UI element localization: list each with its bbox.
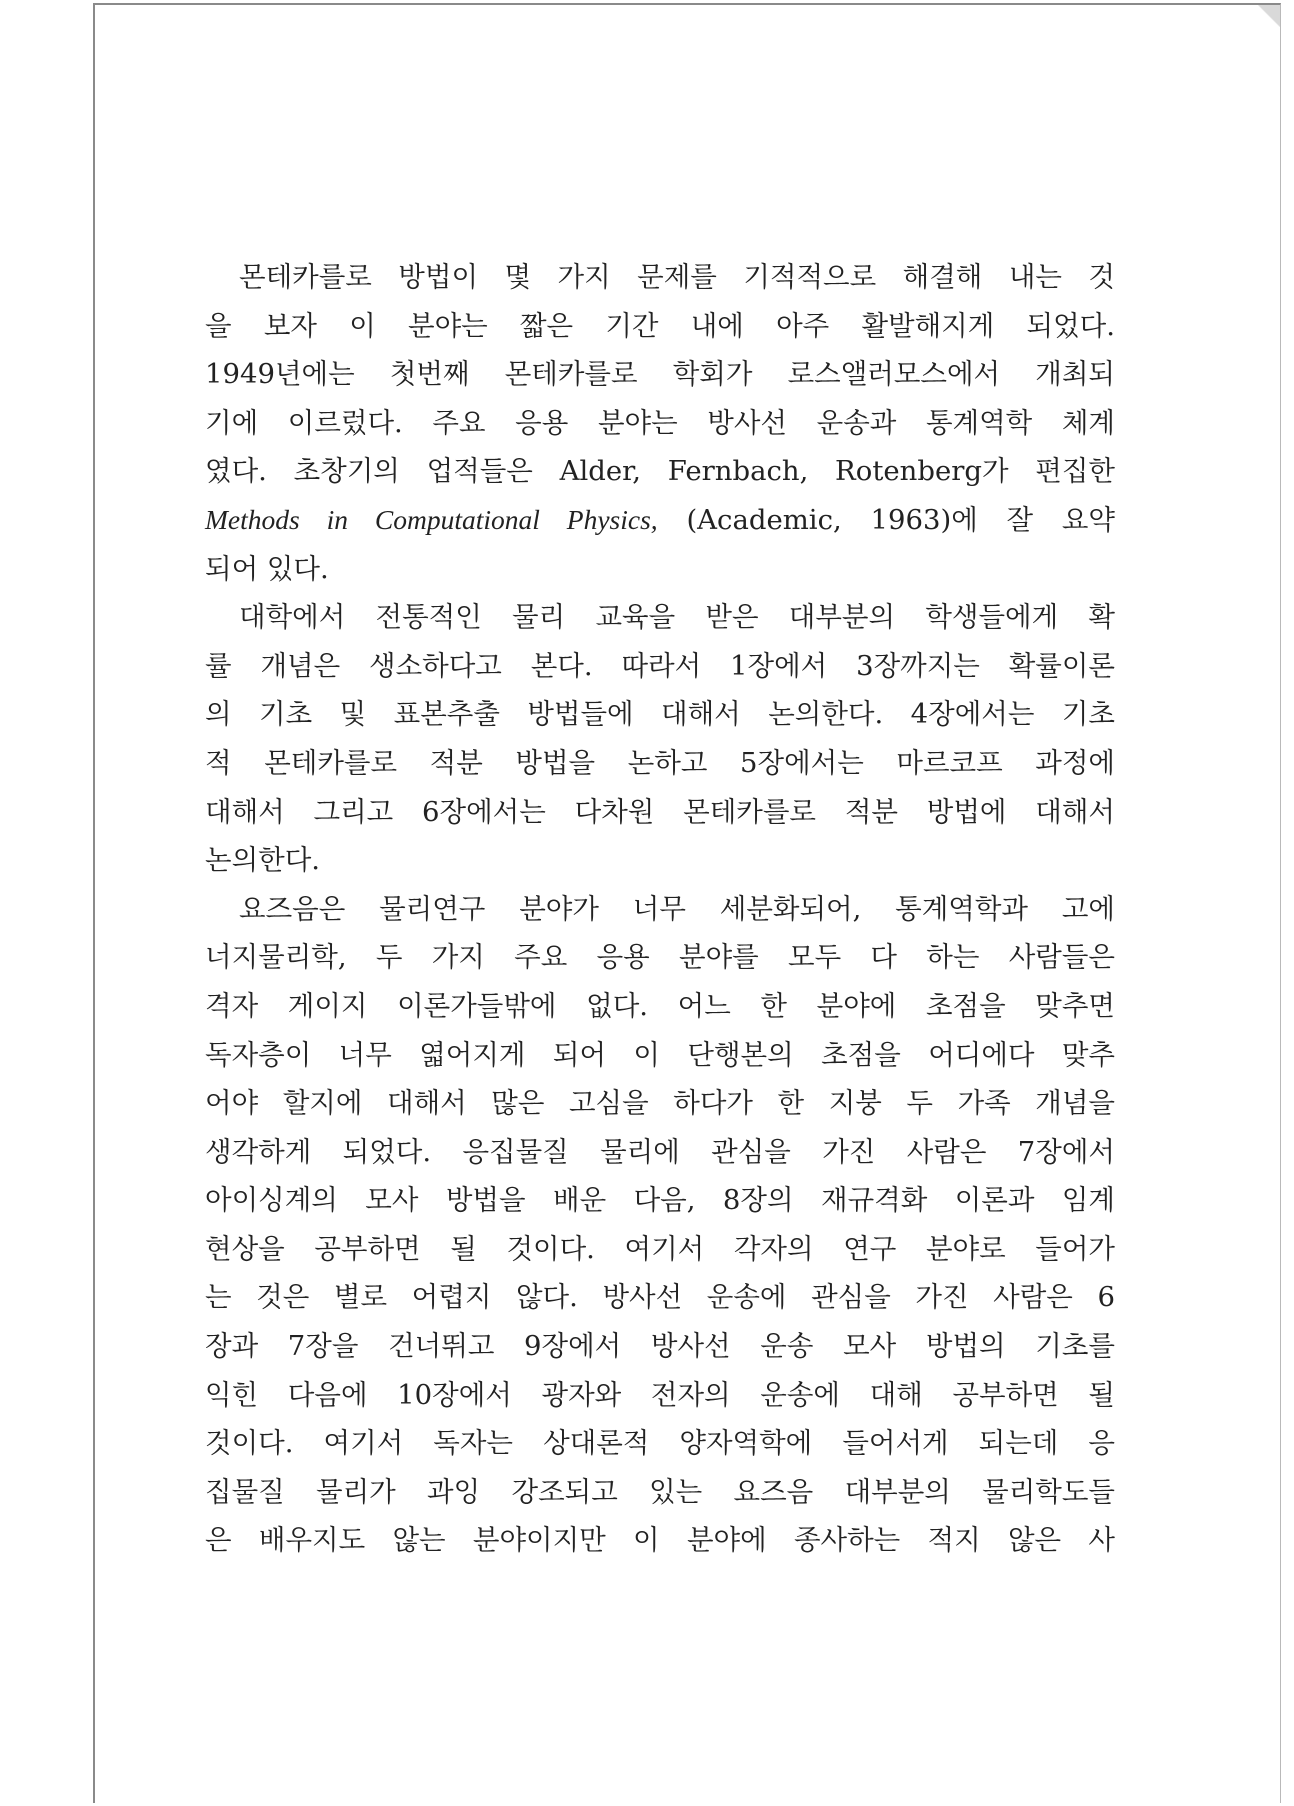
text-line: 몬테카를로 방법이 몇 가지 문제를 기적적으로 해결해 내는 것 — [239, 261, 1115, 293]
text-line: 것이다. 여기서 독자는 상대론적 양자역학에 들어서게 되는데 응 — [205, 1427, 1115, 1460]
text-line: 의 기초 및 표본추출 방법들에 대해서 논의한다. 4장에서는 기초 — [205, 698, 1115, 731]
text-line: 익힌 다음에 10장에서 광자와 전자의 운송에 대해 공부하면 될 — [205, 1378, 1115, 1411]
text-line: 은 배우지도 않는 분야이지만 이 분야에 종사하는 적지 않은 사 — [205, 1524, 1115, 1557]
text-line: 격자 게이지 이론가들밖에 없다. 어느 한 분야에 초점을 맞추면 — [205, 989, 1115, 1022]
text-line: 아이싱계의 모사 방법을 배운 다음, 8장의 재규격화 이론과 임계 — [205, 1184, 1115, 1217]
text-line: 현상을 공부하면 될 것이다. 여기서 각자의 연구 분야로 들어가 — [205, 1232, 1115, 1265]
text-line-with-book-title — [205, 496, 1115, 545]
text-line-rest: (Academic, 1963)에 잘 요약 — [686, 503, 1115, 536]
book-title: Methods in Computational Physics, — [205, 503, 658, 535]
text-line: 대학에서 전통적인 물리 교육을 받은 대부분의 학생들에게 확 — [239, 601, 1115, 634]
text-line: 1949년에는 첫번째 몬테카를로 학회가 로스앨러모스에서 개최되 — [205, 358, 1115, 391]
text-line: 대해서 그리고 6장에서는 다차원 몬테카를로 적분 방법에 대해서 — [205, 795, 1115, 828]
text-line: 어야 할지에 대해서 많은 고심을 하다가 한 지붕 두 가족 개념을 — [205, 1087, 1115, 1120]
body-text — [205, 253, 1115, 1565]
text-line: 집물질 물리가 과잉 강조되고 있는 요즈음 대부분의 물리학도들 — [205, 1475, 1115, 1508]
text-line: 독자층이 너무 엷어지게 되어 이 단행본의 초점을 어디에다 맞추 — [205, 1038, 1115, 1071]
text-line: 되어 있다. — [205, 552, 329, 585]
text-line: 였다. 초창기의 업적들은 Alder, Fernbach, Rotenberg가 편집한 — [205, 455, 1115, 488]
text-line: 너지물리학, 두 가지 주요 응용 분야를 모두 다 하는 사람들은 — [205, 941, 1115, 974]
text-line: 적 몬테카를로 적분 방법을 논하고 5장에서는 마르코프 과정에 — [205, 746, 1115, 779]
text-line: 장과 7장을 건너뛰고 9장에서 방사선 운송 모사 방법의 기초를 — [205, 1330, 1115, 1363]
text-line: 을 보자 이 분야는 짧은 기간 내에 아주 활발해지게 되었다. — [205, 309, 1115, 342]
text-line: 률 개념은 생소하다고 본다. 따라서 1장에서 3장까지는 확률이론 — [205, 649, 1115, 682]
text-line: 기에 이르렀다. 주요 응용 분야는 방사선 운송과 통계역학 체계 — [205, 406, 1115, 439]
page-corner-fold — [1258, 5, 1280, 27]
text-line: 논의한다. — [205, 844, 321, 877]
text-line: 요즈음은 물리연구 분야가 너무 세분화되어, 통계역학과 고에 — [239, 892, 1115, 925]
text-line: 생각하게 되었다. 응집물질 물리에 관심을 가진 사람은 7장에서 — [205, 1135, 1115, 1168]
text-line: 는 것은 별로 어렵지 않다. 방사선 운송에 관심을 가진 사람은 6 — [205, 1281, 1115, 1314]
